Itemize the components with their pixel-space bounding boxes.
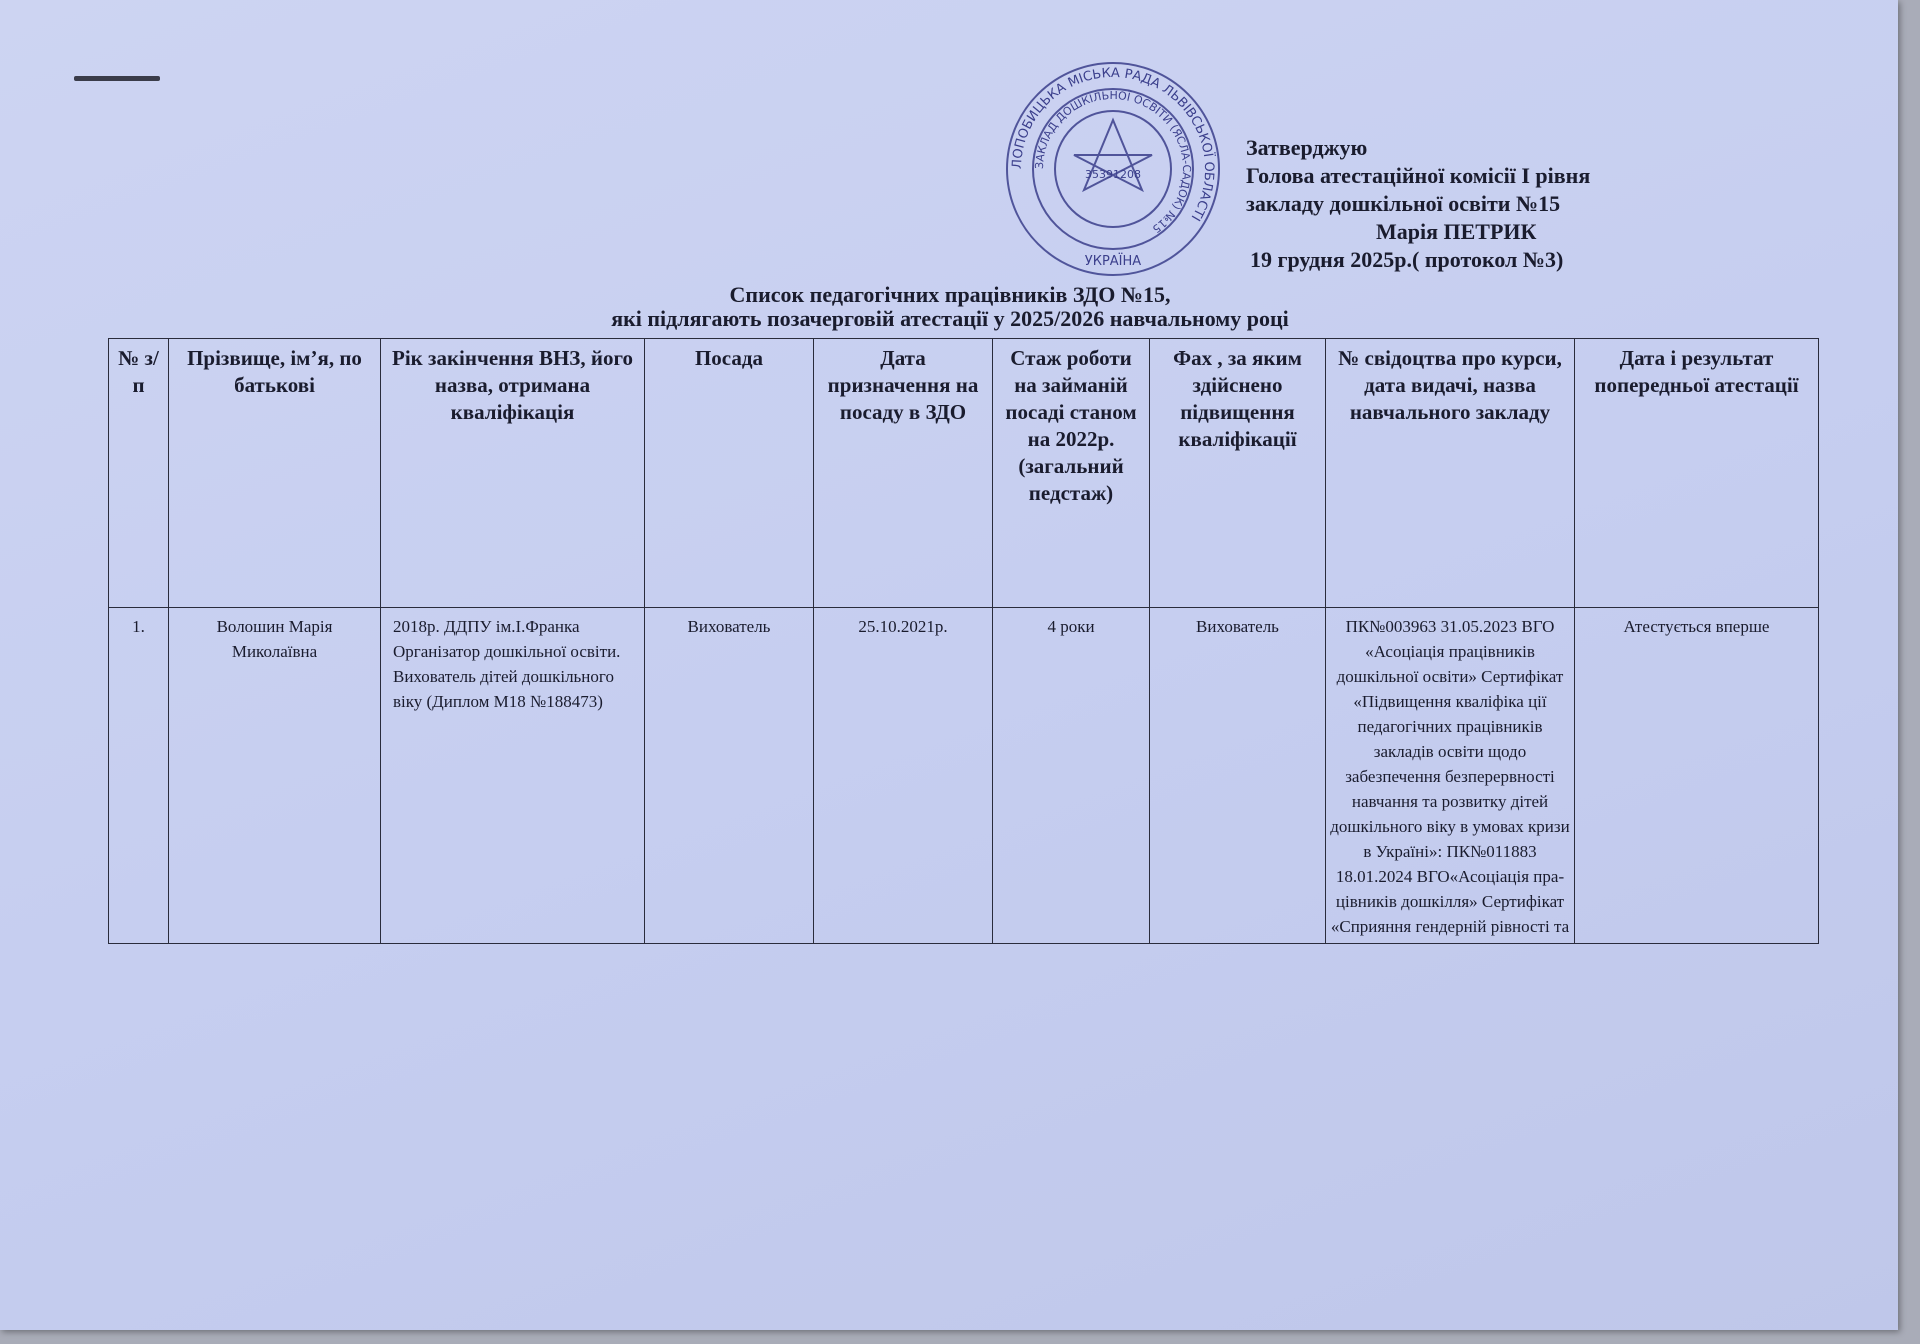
header-name: Прізвище, ім’я, по батькові (169, 339, 381, 608)
pen-mark (74, 76, 160, 81)
cell-previous: Атестується вперше (1575, 608, 1819, 944)
document-subtitle: які підлягають позачерговій атестації у 2025/2026 навчальному році (611, 306, 1289, 331)
cell-courses: ПК№003963 31.05.2023 ВГО «Асоціація працівників дошкільної освіти» Сертифікат «Підвищення кваліфіка ції педагогічних працівників закладів освіти щодо забезпечення безперервності навчання та розвитку дітей дошкільного віку в умовах кризи в Україні»: ПК№011883 18.01.2024 ВГО«Асоціація пра- цівників дошкілля» Сертифікат «Сприяння гендерній рівності та (1326, 608, 1575, 944)
approval-institution: закладу дошкільної освіти №15 (1246, 191, 1561, 216)
cell-number: 1. (109, 608, 169, 944)
cell-experience: 4 роки (993, 608, 1150, 944)
cell-specialty: Вихователь (1150, 608, 1326, 944)
header-courses: № свідоцтва про курси, дата видачі, назва навчального закладу (1326, 339, 1575, 608)
cell-education: 2018р. ДДПУ ім.І.Франка Організатор дошкільної освіти. Вихователь дітей дошкільного віку (Диплом М18 №188473) (381, 608, 645, 944)
header-experience: Стаж роботи на займаній посаді станом на 2022р. (загальний педстаж) (993, 339, 1150, 608)
header-education: Рік закінчення ВНЗ, його назва, отримана кваліфікація (381, 339, 645, 608)
table-header-row (109, 339, 1819, 608)
approval-approved: Затверджую (1246, 135, 1368, 160)
header-previous: Дата і результат попередньої атестації (1575, 339, 1819, 608)
staff-table (108, 338, 1819, 944)
cell-appointed: 25.10.2021р. (814, 608, 993, 944)
cell-name: Волошин Марія Миколаївна (169, 608, 381, 944)
header-specialty: Фах , за яким здійснено підвищення кваліфікації (1150, 339, 1326, 608)
stamp-code: 35391208 (1085, 168, 1141, 181)
official-stamp (1004, 60, 1222, 278)
table-row (109, 608, 1819, 944)
approval-date: 19 грудня 2025р.( протокол №3) (1250, 247, 1564, 272)
header-number: № з/п (109, 339, 169, 608)
header-position: Посада (645, 339, 814, 608)
approval-block (1246, 134, 1676, 274)
stamp-outer-text: ЛОПОБИЦЬКА МІСЬКА РАДА ЛЬВІВСЬКОЇ ОБЛАСТІ (1009, 65, 1217, 224)
cell-position: Вихователь (645, 608, 814, 944)
header-appointed: Дата призначення на посаду в ЗДО (814, 339, 993, 608)
stamp-bottom: УКРАЇНА (1084, 254, 1142, 269)
document-title: Список педагогічних працівників ЗДО №15, (729, 282, 1171, 307)
approval-signer: Марія ПЕТРИК (1376, 219, 1537, 244)
approval-role: Голова атестаційної комісії І рівня (1246, 163, 1591, 188)
stamp-inner-text: ЗАКЛАД ДОШКІЛЬНОЇ ОСВІТИ (ЯСЛА-САДОК) №15 (1032, 88, 1194, 236)
